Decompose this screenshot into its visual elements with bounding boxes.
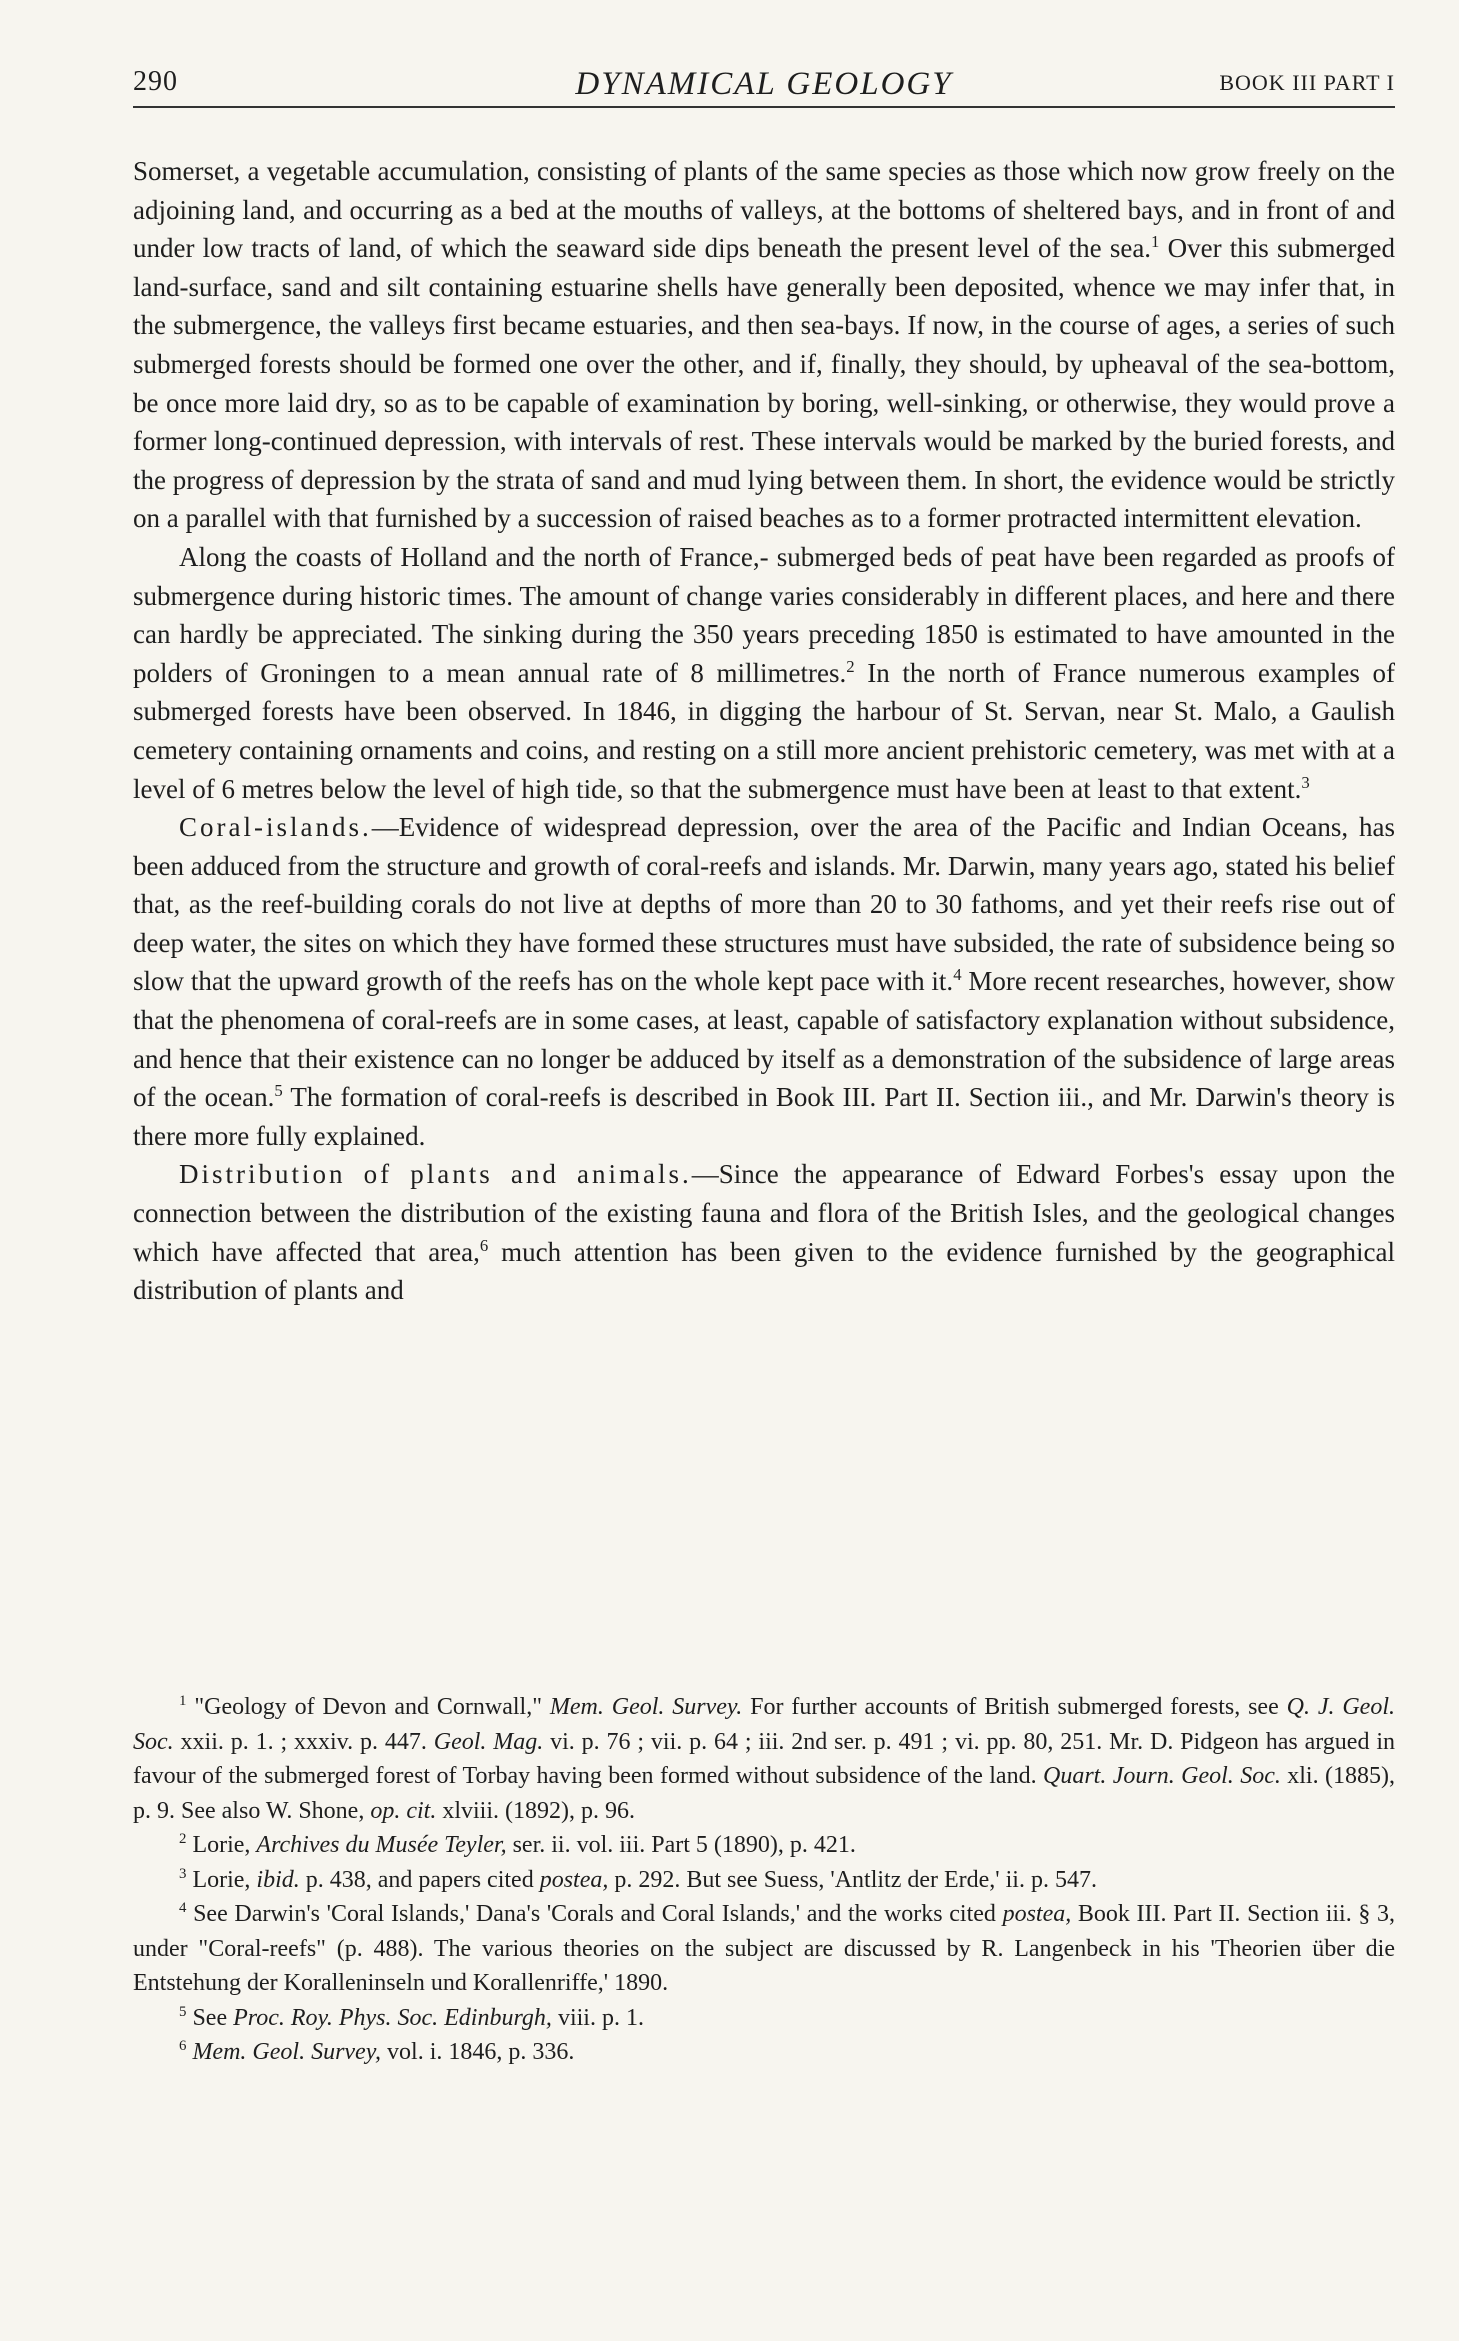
text-run: Over this submerged land-surface, sand and silt containing estuarine shells have generally been deposited, whence we may infer that, in the submergence, the valleys first became estuaries, and then sea-bays. If now, in the course of ages, a series of such submerged forests should be formed one over the other, and if, finally, they should, by upheaval of the sea-bottom, be once more laid dry, so as to be capable of examination by boring, well-sinking, or otherwise, they would prove a former long-continued depression, with intervals of rest. These intervals would be marked by the buried forests, and the progress of depression by the strata of sand and mud lying between them. In short, the evidence would be strictly on a parallel with that furnished by a succession of raised beaches as to a former protracted intermittent elevation.: [133, 233, 1395, 534]
footnote-mark: 1: [179, 1693, 187, 1710]
footnote-ref: 3: [1301, 772, 1310, 792]
text-run: See Darwin's 'Coral Islands,' Dana's 'Corals and Coral Islands,' and the works cited: [186, 1901, 1003, 1927]
text-run: More recent researches, however, show that the phenomena of coral-reefs are in some cases, at least, capable of satisfactory explanation without subsidence, and hence that their existence can no longer be adduced by itself as a demonstration of the subsidence of large areas of the ocean.: [133, 966, 1396, 1113]
paragraph-submerged-forests: [133, 152, 1395, 538]
citation: postea,: [539, 1866, 609, 1893]
citation: Quart. Journ. Geol. Soc.: [1042, 1763, 1281, 1789]
citation: Mem. Geol. Survey,: [192, 2039, 382, 2065]
footnote-4: [133, 1897, 1395, 2001]
paragraph-distribution: [133, 1155, 1395, 1309]
citation: ibid.: [256, 1866, 300, 1893]
footnote-5: [133, 2001, 1395, 2036]
footnote-ref: 6: [479, 1235, 489, 1255]
text-run: Along the coasts of Holland and the north of France,- submerged beds of peat have been regarded as proofs of submergence during historic times. The amount of change varies considerably in different places, and here and there can hardly be appreciated. The sinking during the 350 years preceding 1850 is estimated to have amounted in the polders of Groningen to a mean annual rate of 8 millimetres.: [133, 541, 1395, 688]
text-run: Somerset, a vegetable accumulation, consisting of plants of the same species as those which now grow freely on the adjoining land, and occurring as a bed at the mouths of valleys, at the bottoms of sheltered bays, and in front of and under low tracts of land, of which the seaward side dips beneath the present level of the sea.: [133, 156, 1395, 264]
footnote-mark: 5: [179, 2003, 187, 2020]
text-run: Book III. Part II. Section iii. § 3, under "Coral-reefs" (p. 488). The various theories on the subject are discussed by R. Langenbeck in his 'Theorien über die Entstehung der Koralleninseln und Korallenriffe,' 1890.: [133, 1901, 1396, 1996]
citation: postea,: [1002, 1901, 1072, 1927]
footnote-ref: 5: [274, 1081, 283, 1101]
running-title: DYNAMICAL GEOLOGY: [575, 66, 953, 102]
running-header: [133, 62, 1395, 108]
text-run: xxii. p. 1. ; xxxiv. p. 447.: [173, 1728, 434, 1755]
text-run: p. 292. But see Suess, 'Antlitz der Erde,' ii. p. 547.: [608, 1866, 1097, 1893]
footnote-1: [133, 1690, 1395, 1828]
text-run: much attention has been given to the evidence furnished by the geographical distribution of plants and: [133, 1236, 1395, 1306]
footnote-6: [133, 2035, 1395, 2070]
page-number: 290: [133, 66, 178, 97]
text-run: xli. (1885), p. 9. See also W. Shone,: [133, 1763, 1395, 1824]
text-run: See: [186, 2004, 234, 2031]
footnote-3: [133, 1863, 1395, 1898]
footnotes: [133, 1690, 1395, 2070]
section-heading: Coral-islands.: [179, 812, 372, 843]
footnote-mark: 2: [179, 1831, 187, 1848]
paragraph-coral-islands: [133, 808, 1395, 1155]
footnote-mark: 6: [179, 2038, 187, 2055]
text-run: In the north of France numerous examples of submerged forests have been observed. In 1846, in digging the harbour of St. Servan, near St. Malo, a Gaulish cemetery containing ornaments and coins, and resting on a still more ancient prehistoric cemetery, was met with at a level of 6 metres below the level of high tide, so that the submergence must have been at least to that extent.: [133, 657, 1395, 804]
text-run: viii. p. 1.: [551, 2004, 644, 2031]
footnote-mark: 3: [179, 1865, 187, 1882]
text-run: —Evidence of widespread depression, over the area of the Pacific and Indian Oceans, has been adduced from the structure and growth of coral-reefs and islands. Mr. Darwin, many years ago, stated his belief that, as the reef-building corals do not live at depths of more than 20 to 30 fathoms, and yet their reefs rise out of deep water, the sites on which they have formed these structures must have subsided, the rate of subsidence being so slow that the upward growth of the reefs has on the whole kept pace with it.: [133, 812, 1395, 997]
text-run: p. 438, and papers cited: [299, 1866, 540, 1893]
text-run: Lorie,: [186, 1866, 257, 1893]
text-run: vol. i. 1846, p. 336.: [381, 2039, 575, 2065]
citation: Archives du Musée Teyler,: [256, 1832, 507, 1858]
footnote-ref: 4: [953, 965, 962, 985]
citation: Q. J. Geol. Soc.: [133, 1694, 1396, 1755]
text-run: —Since the appearance of Edward Forbes's essay upon the connection between the distribution of the existing fauna and flora of the British Isles, and the geological changes which have affected that area,: [133, 1159, 1395, 1267]
citation: op. cit.: [370, 1797, 437, 1824]
main-text: [133, 152, 1395, 1310]
footnote-2: [133, 1828, 1395, 1863]
citation: Mem. Geol. Survey.: [549, 1694, 743, 1720]
text-run: vi. p. 76 ; vii. p. 64 ; iii. 2nd ser. p. 491 ; vi. pp. 80, 251. Mr. D. Pidgeon has argued in favour of the submerged forest of Torbay having been formed without subsidence of the land.: [133, 1728, 1395, 1789]
section-heading: Distribution of plants and animals.: [179, 1159, 692, 1190]
text-run: Lorie,: [186, 1832, 257, 1858]
footnote-mark: 4: [179, 1900, 187, 1917]
text-run: xlviii. (1892), p. 96.: [436, 1797, 635, 1824]
citation: Proc. Roy. Phys. Soc. Edinburgh,: [233, 2004, 552, 2031]
text-run: The formation of coral-reefs is described in Book III. Part II. Section iii., and Mr. Darwin's theory is there more fully explained.: [133, 1082, 1395, 1151]
paragraph-holland-france: [133, 538, 1395, 808]
text-run: "Geology of Devon and Cornwall,": [186, 1694, 550, 1720]
book-part-label: BOOK III PART I: [1219, 70, 1395, 95]
text-run: ser. ii. vol. iii. Part 5 (1890), p. 421.: [506, 1832, 856, 1858]
text-run: For further accounts of British submerged forests, see: [742, 1694, 1287, 1720]
footnote-ref: 1: [1151, 232, 1160, 252]
citation: Geol. Mag.: [433, 1728, 544, 1755]
footnote-ref: 2: [846, 656, 855, 676]
